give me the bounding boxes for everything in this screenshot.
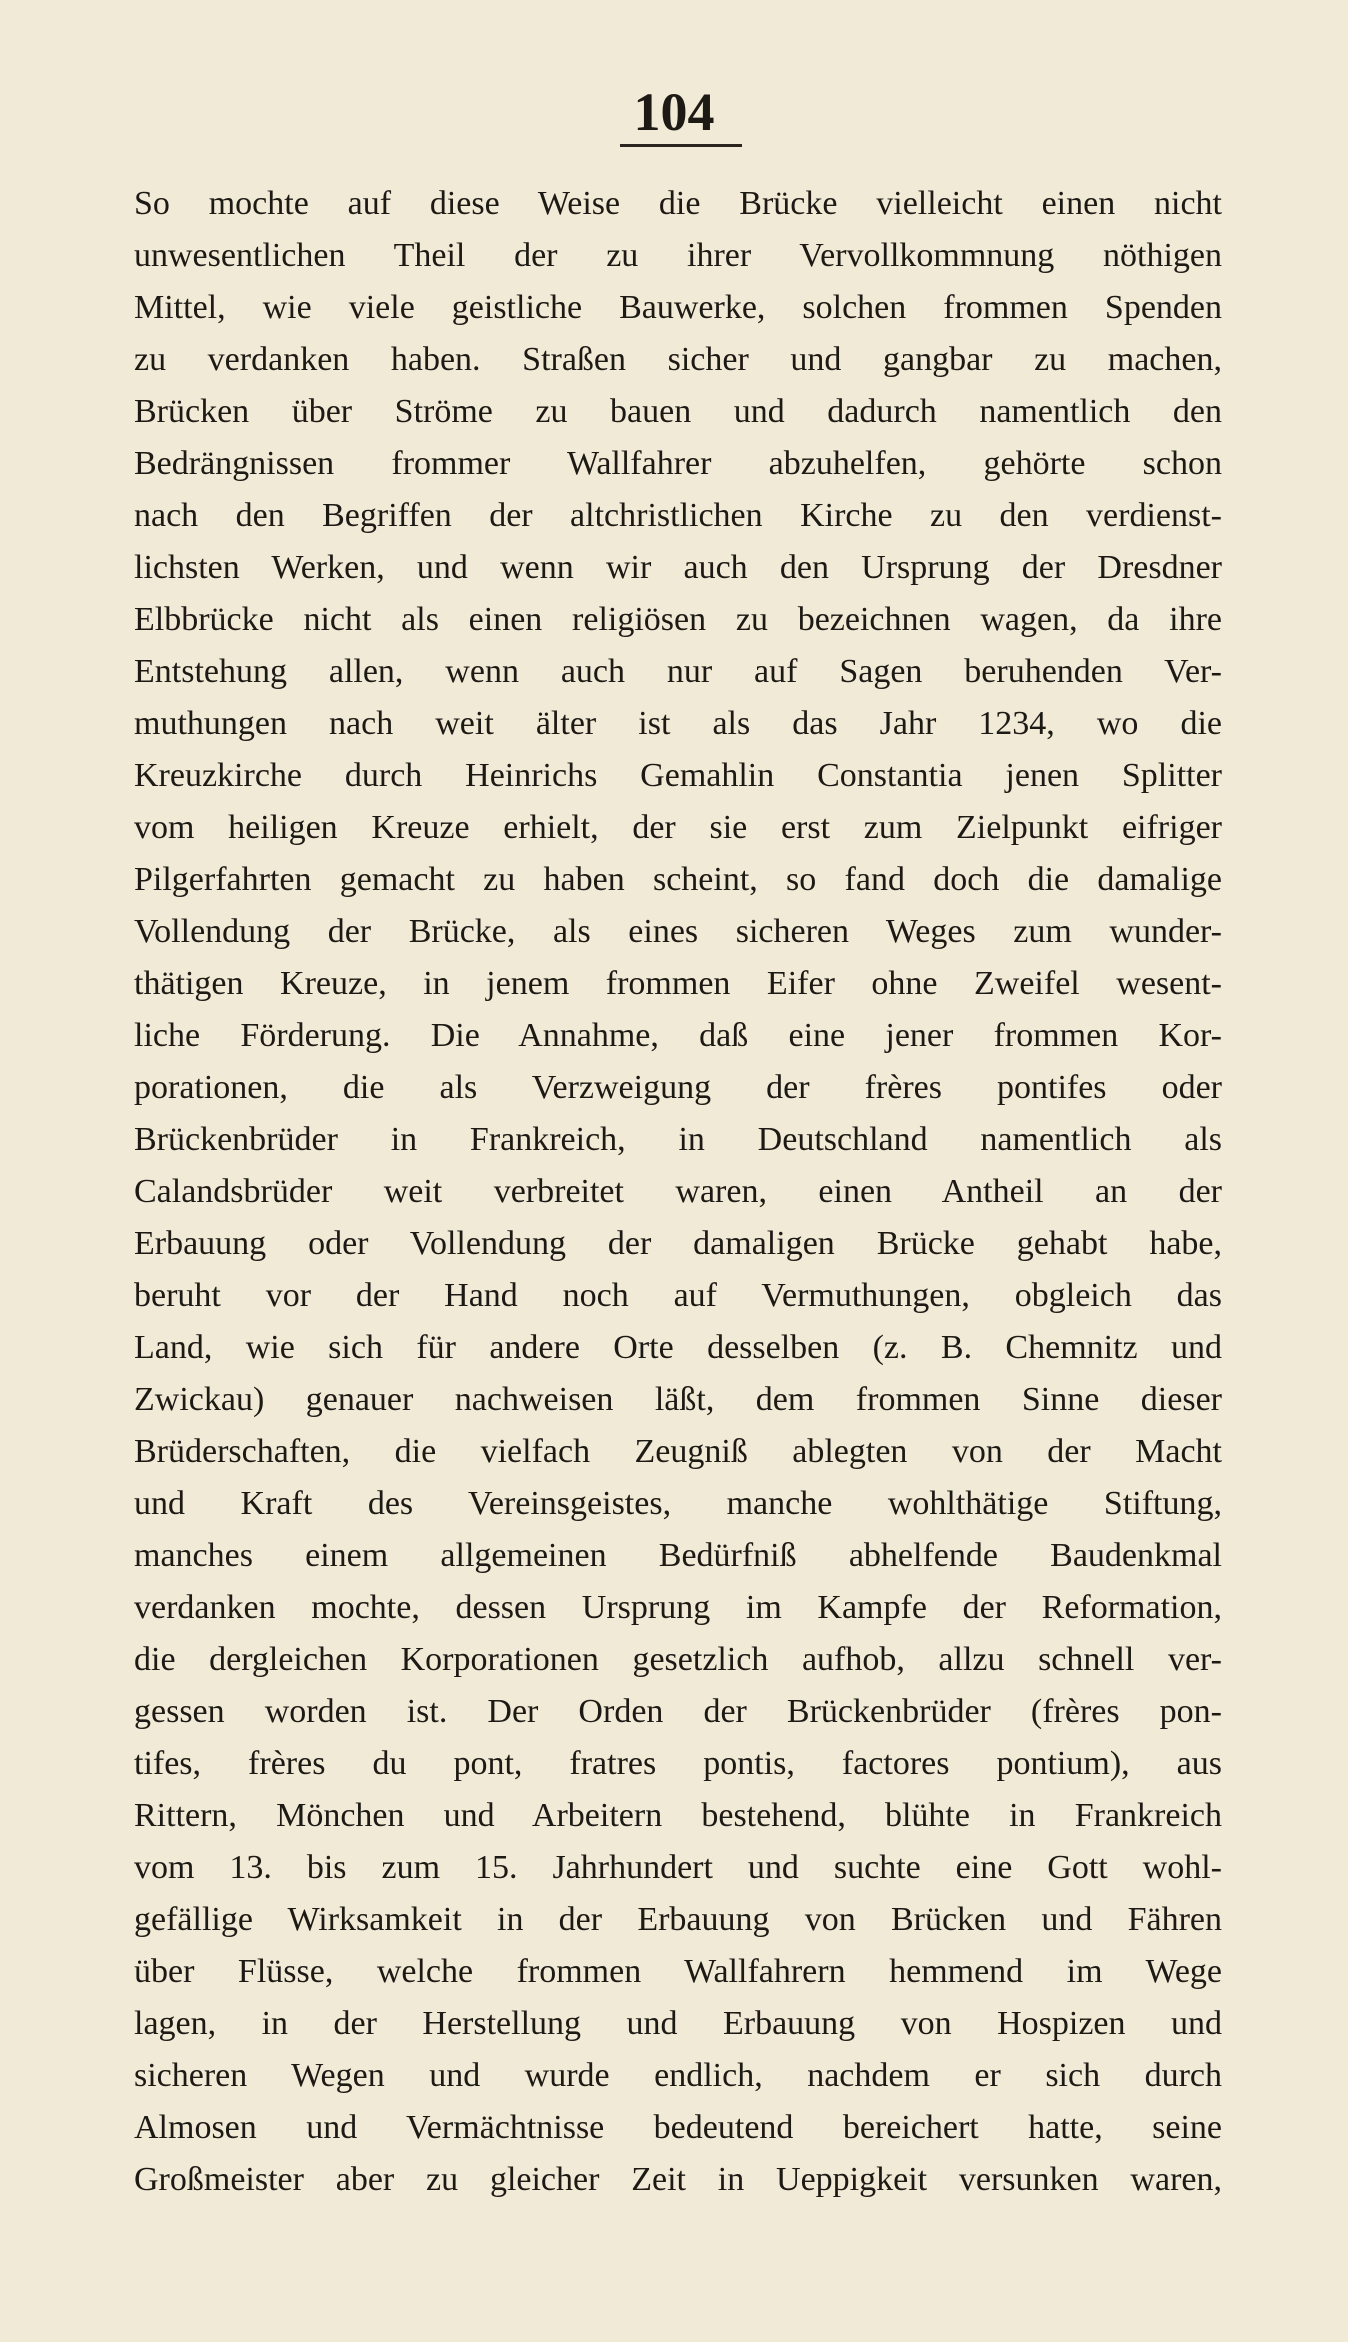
text-line: tifes, frères du pont, fratres pontis, factores pontium), aus [134,1745,1222,1782]
text-line: vom 13. bis zum 15. Jahrhundert und suchte eine Gott wohl- [134,1849,1222,1886]
text-line: Rittern, Mönchen und Arbeitern bestehend, blühte in Frankreich [134,1797,1222,1834]
text-line: Calandsbrüder weit verbreitet waren, einen Antheil an der [134,1173,1222,1210]
body-text [134,178,1222,2206]
text-line: gefällige Wirksamkeit in der Erbauung von Brücken und Fähren [134,1901,1222,1938]
text-line: lagen, in der Herstellung und Erbauung von Hospizen und [134,2005,1222,2042]
page-number: 104 [633,82,715,142]
text-line: verdanken mochte, dessen Ursprung im Kampfe der Reformation, [134,1589,1222,1626]
text-line: Mittel, wie viele geistliche Bauwerke, solchen frommen Spenden [134,289,1222,326]
text-line: gessen worden ist. Der Orden der Brückenbrüder (frères pon- [134,1693,1222,1730]
text-line: über Flüsse, welche frommen Wallfahrern hemmend im Wege [134,1953,1222,1990]
text-line: Entstehung allen, wenn auch nur auf Sagen beruhenden Ver- [134,653,1222,690]
text-line: Almosen und Vermächtnisse bedeutend bereichert hatte, seine [134,2109,1222,2146]
text-line: muthungen nach weit älter ist als das Jahr 1234, wo die [134,705,1222,742]
text-line: Erbauung oder Vollendung der damaligen Brücke gehabt habe, [134,1225,1222,1262]
text-line: beruht vor der Hand noch auf Vermuthungen, obgleich das [134,1277,1222,1314]
text-line: manches einem allgemeinen Bedürfniß abhelfende Baudenkmal [134,1537,1222,1574]
text-line: So mochte auf diese Weise die Brücke vielleicht einen nicht [134,185,1222,222]
text-line: Elbbrücke nicht als einen religiösen zu bezeichnen wagen, da ihre [134,601,1222,638]
text-line: liche Förderung. Die Annahme, daß eine jener frommen Kor- [134,1017,1222,1054]
text-line: und Kraft des Vereinsgeistes, manche wohlthätige Stiftung, [134,1485,1222,1522]
text-line: Brückenbrüder in Frankreich, in Deutschland namentlich als [134,1121,1222,1158]
text-line: unwesentlichen Theil der zu ihrer Vervollkommnung nöthigen [134,237,1222,274]
text-line: Brüderschaften, die vielfach Zeugniß ablegten von der Macht [134,1433,1222,1470]
text-line: Kreuzkirche durch Heinrichs Gemahlin Constantia jenen Splitter [134,757,1222,794]
text-line: Pilgerfahrten gemacht zu haben scheint, so fand doch die damalige [134,861,1222,898]
text-line: Zwickau) genauer nachweisen läßt, dem frommen Sinne dieser [134,1381,1222,1418]
text-line: die dergleichen Korporationen gesetzlich aufhob, allzu schnell ver- [134,1641,1222,1678]
text-line: Land, wie sich für andere Orte desselben (z. B. Chemnitz und [134,1329,1222,1366]
text-line: lichsten Werken, und wenn wir auch den Ursprung der Dresdner [134,549,1222,586]
text-line: Bedrängnissen frommer Wallfahrer abzuhelfen, gehörte schon [134,445,1222,482]
text-line: nach den Begriffen der altchristlichen Kirche zu den verdienst- [134,497,1222,534]
text-line: sicheren Wegen und wurde endlich, nachdem er sich durch [134,2057,1222,2094]
text-line: zu verdanken haben. Straßen sicher und gangbar zu machen, [134,341,1222,378]
header-rule [620,144,742,147]
text-line: vom heiligen Kreuze erhielt, der sie erst zum Zielpunkt eifriger [134,809,1222,846]
text-line: porationen, die als Verzweigung der frères pontifes oder [134,1069,1222,1106]
text-line: thätigen Kreuze, in jenem frommen Eifer ohne Zweifel wesent- [134,965,1222,1002]
text-line: Großmeister aber zu gleicher Zeit in Ueppigkeit versunken waren, [134,2161,1222,2198]
text-line: Brücken über Ströme zu bauen und dadurch namentlich den [134,393,1222,430]
text-line: Vollendung der Brücke, als eines sicheren Weges zum wunder- [134,913,1222,950]
